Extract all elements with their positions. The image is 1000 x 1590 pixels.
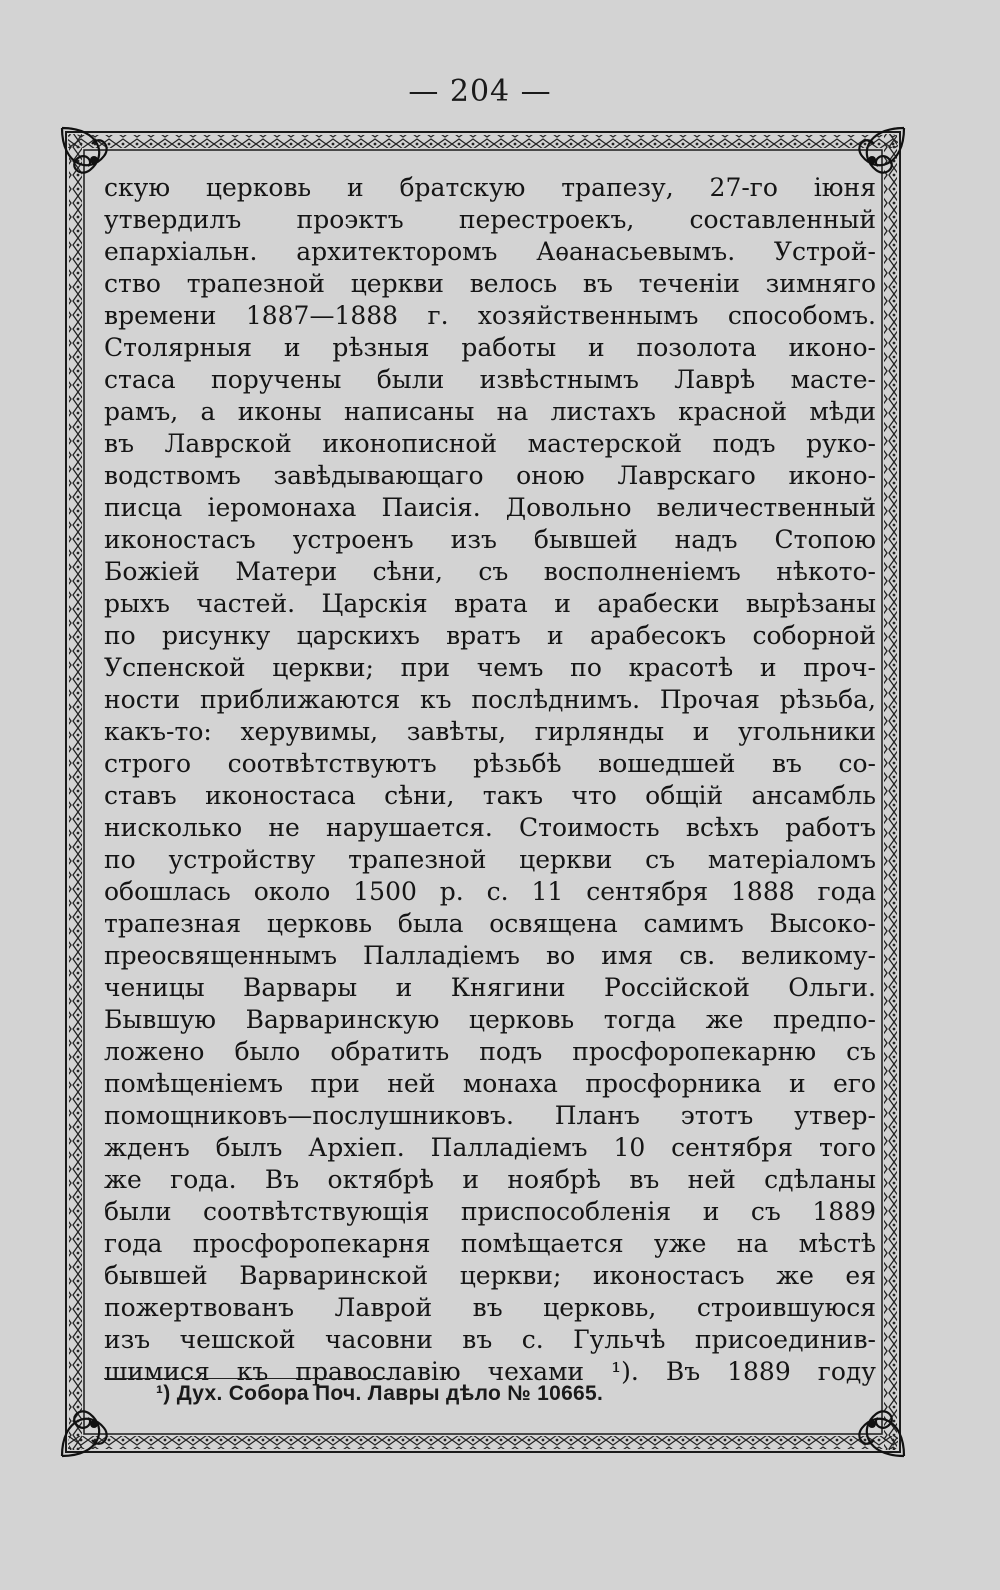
text-line: изъ чешской часовни въ с. Гульчѣ присоединив- [104,1325,876,1354]
text-line: иконостасъ устроенъ изъ бывшей надъ Стопою [104,525,876,554]
text-line: бывшей Варваринской церкви; иконостасъ же ея [104,1261,876,1290]
text-line: обошлась около 1500 р. с. 11 сентября 1888 года [104,877,876,906]
text-line: епархіальн. архитекторомъ Аѳанасьевымъ. Устрой- [104,237,876,266]
text-line: шимися къ православію чехами ¹). Въ 1889 году [104,1357,876,1386]
text-line: рамъ, а иконы написаны на листахъ красной мѣди [104,397,876,426]
text-line: же года. Въ октябрѣ и ноябрѣ въ ней сдѣланы [104,1165,876,1194]
text-line: по устройству трапезной церкви съ матеріаломъ [104,845,876,874]
text-line: утвердилъ проэктъ перестроекъ, составленный [104,205,876,234]
text-line: рыхъ частей. Царскія врата и арабески вырѣзаны [104,589,876,618]
text-line: преосвященнымъ Палладіемъ во имя св. великому- [104,941,876,970]
text-line: водствомъ завѣдывающаго оною Лаврскаго иконо- [104,461,876,490]
text-line: писца іеромонаха Паисія. Довольно величественный [104,493,876,522]
text-line: въ Лаврской иконописной мастерской подъ руко- [104,429,876,458]
text-line: по рисунку царскихъ вратъ и арабесокъ соборной [104,621,876,650]
text-line: какъ-то: херувимы, завѣты, гирлянды и угольники [104,717,876,746]
text-line: ложено было обратить подъ просфоропекарню съ [104,1037,876,1066]
text-line: нисколько не нарушается. Стоимость всѣхъ работъ [104,813,876,842]
text-line: помощниковъ—послушниковъ. Планъ этотъ утвер- [104,1101,876,1130]
text-line: Столярныя и рѣзныя работы и позолота иконо- [104,333,876,362]
text-line: Бывшую Варваринскую церковь тогда же предпо- [104,1005,876,1034]
page-number: — 204 — [408,74,552,109]
text-line: ство трапезной церкви велось въ теченіи зимняго [104,269,876,298]
footnote-divider [104,1378,394,1379]
footnote: ¹) Дух. Собора Поч. Лавры дѣло № 10665. [156,1382,604,1405]
text-line: жденъ былъ Архіеп. Палладіемъ 10 сентября того [104,1133,876,1162]
text-line: трапезная церковь была освящена самимъ Высоко- [104,909,876,938]
text-line: ченицы Варвары и Княгини Россійской Ольги. [104,973,876,1002]
text-line: года просфоропекарня помѣщается уже на мѣстѣ [104,1229,876,1258]
text-line: строго соотвѣтствуютъ рѣзьбѣ вошедшей въ со- [104,749,876,778]
body-text [104,172,876,1388]
text-line: помѣщеніемъ при ней монаха просфорника и его [104,1069,876,1098]
text-line: времени 1887—1888 г. хозяйственнымъ способомъ. [104,301,876,330]
text-line: стаса поручены были извѣстнымъ Лаврѣ масте- [104,365,876,394]
text-line: были соотвѣтствующія приспособленія и съ 1889 [104,1197,876,1226]
text-line: Божіей Матери сѣни, съ восполненіемъ нѣкото- [104,557,876,586]
text-line: ности приближаются къ послѣднимъ. Прочая рѣзьба, [104,685,876,714]
text-line: ставъ иконостаса сѣни, такъ что общій ансамбль [104,781,876,810]
text-line: пожертвованъ Лаврой въ церковь, строившуюся [104,1293,876,1322]
text-line: скую церковь и братскую трапезу, 27-го іюня [104,173,876,202]
text-line: Успенской церкви; при чемъ по красотѣ и проч- [104,653,876,682]
